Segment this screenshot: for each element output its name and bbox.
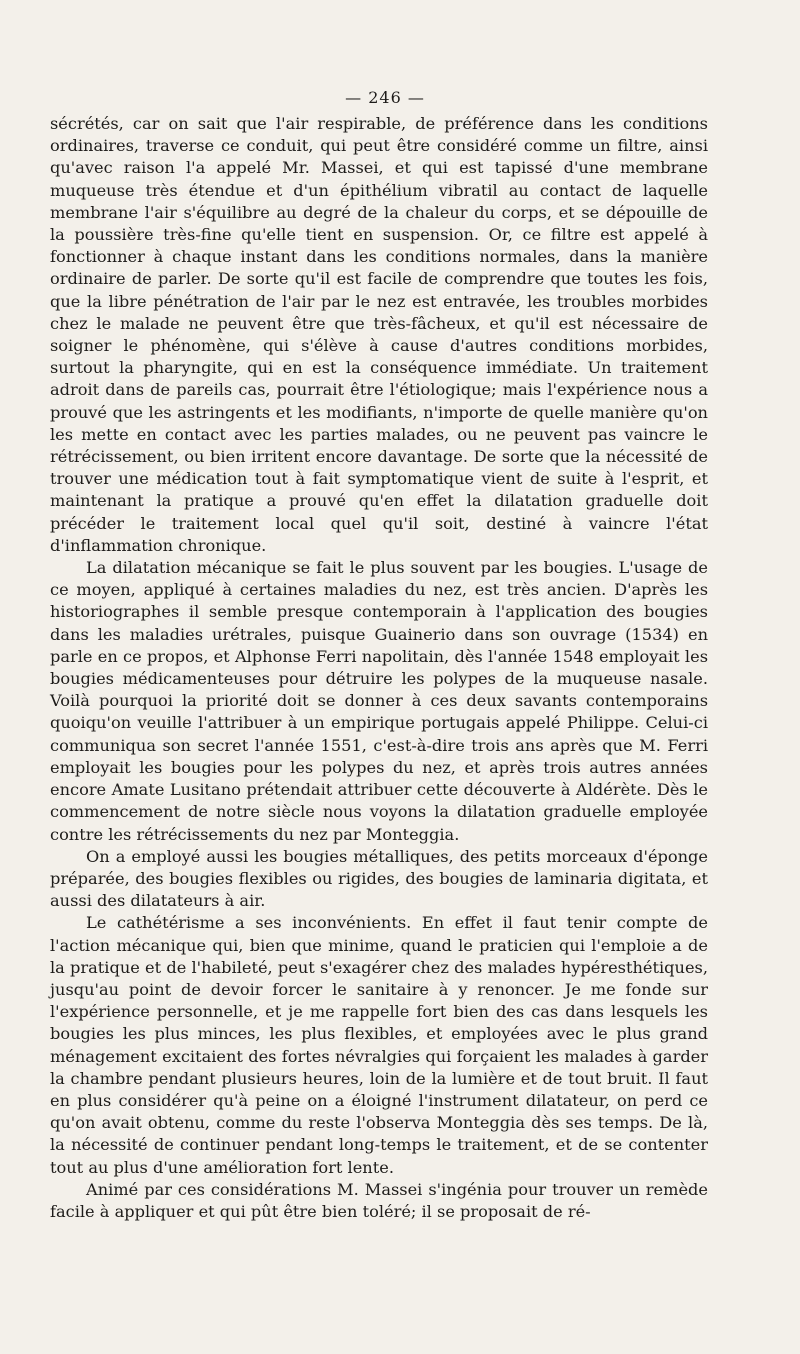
page-number: — 246 — [345,88,425,107]
paragraph-5: Animé par ces considérations M. Massei s'ingénia pour trouver un remède facile à appliquer et qui pût être bien toléré; il se proposait de ré- [50,1179,708,1221]
paragraph-1: sécrétés, car on sait que l'air respirable, de préférence dans les conditions ordinaires, traverse ce conduit, qui peut être considéré comme un filtre, ainsi qu'avec raison l'a appelé Mr. Massei, et qui est tapissé d'une membrane muqueuse très étendue et d'un épithélium vibratil au contact de laquelle membrane l'air s'équilibre au degré de la chaleur du corps, et se dépouille de la poussière très-fine qu'elle tient en suspension. Or, ce filtre est appelé à fonctionner à chaque instant dans les conditions normales, dans la manière ordinaire de parler. De sorte qu'il est facile de comprendre que toutes les fois, que la libre pénétration de l'air par le nez est entravée, les troubles morbides chez le malade ne peuvent être que très-fâcheux, et qu'il est nécessaire de soigner le phénomène, qui s'élève à cause d'autres conditions morbides, surtout la pharyngite, qui en est la conséquence immédiate. Un traitement adroit dans de pareils cas, pourrait être l'étiologique; mais l'expérience nous a prouvé que les astringents et les modifiants, n'importe de quelle manière qu'on les mette en contact avec les parties malades, ou ne peuvent pas vaincre le rétrécissement, ou bien irritent encore davantage. De sorte que la nécessité de trouver une médication tout à fait symptomatique vient de suite à l'esprit, et maintenant la pratique a prouvé qu'en effet la dilatation graduelle doit précéder le traitement local quel qu'il soit, destiné à vaincre l'état d'inflammation chronique. [50,114,708,555]
paragraph-3: On a employé aussi les bougies métalliques, des petits morceaux d'éponge préparée, des bougies flexibles ou rigides, des bougies de laminaria digitata, et aussi des dilatateurs à air. [50,846,708,911]
paragraph-2: La dilatation mécanique se fait le plus souvent par les bougies. L'usage de ce moyen, appliqué à certaines maladies du nez, est très ancien. D'après les historiographes il semble presque contemporain à l'application des bougies dans les maladies urétrales, puisque Guainerio dans son ouvrage (1534) en parle en ce propos, et Alphonse Ferri napolitain, dès l'année 1548 employait les bougies médicamenteuses pour détruire les polypes de la muqueuse nasale. Voilà pourquoi la priorité doit se donner à ces deux savants contemporains quoiqu'on veuille l'attribuer à un empirique portugais appelé Philippe. Celui-ci communiqua son secret l'année 1551, c'est-à-dire trois ans après que M. Ferri employait les bougies pour les polypes du nez, et après trois autres années encore Amate Lusitano prétendait attribuer cette découverte à Aldérète. Dès le commencement de notre siècle nous voyons la dilatation graduelle employée contre les rétrécissements du nez par Monteggia. [50,558,708,844]
paragraph-4: Le cathétérisme a ses inconvénients. En effet il faut tenir compte de l'action mécanique qui, bien que minime, quand le praticien qui l'emploie a de la pratique et de l'habileté, peut s'exagérer chez des malades hypéresthétiques, jusqu'au point de devoir forcer le sanitaire à y renoncer. Je me fonde sur l'expérience personnelle, et je me rappelle fort bien des cas dans lesquels les bougies les plus minces, les plus flexibles, et employées avec le plus grand ménagement excitaient des fortes névralgies qui forçaient les malades à garder la chambre pendant plusieurs heures, loin de la lumière et de tout bruit. Il faut en plus considérer qu'à peine on a éloigné l'instrument dilatateur, on perd ce qu'on avait obtenu, comme du reste l'observa Monteggia dès ses temps. De là, la nécessité de continuer pendant long-temps le traitement, et de se contenter tout au plus d'une amélioration fort lente. [50,913,708,1177]
